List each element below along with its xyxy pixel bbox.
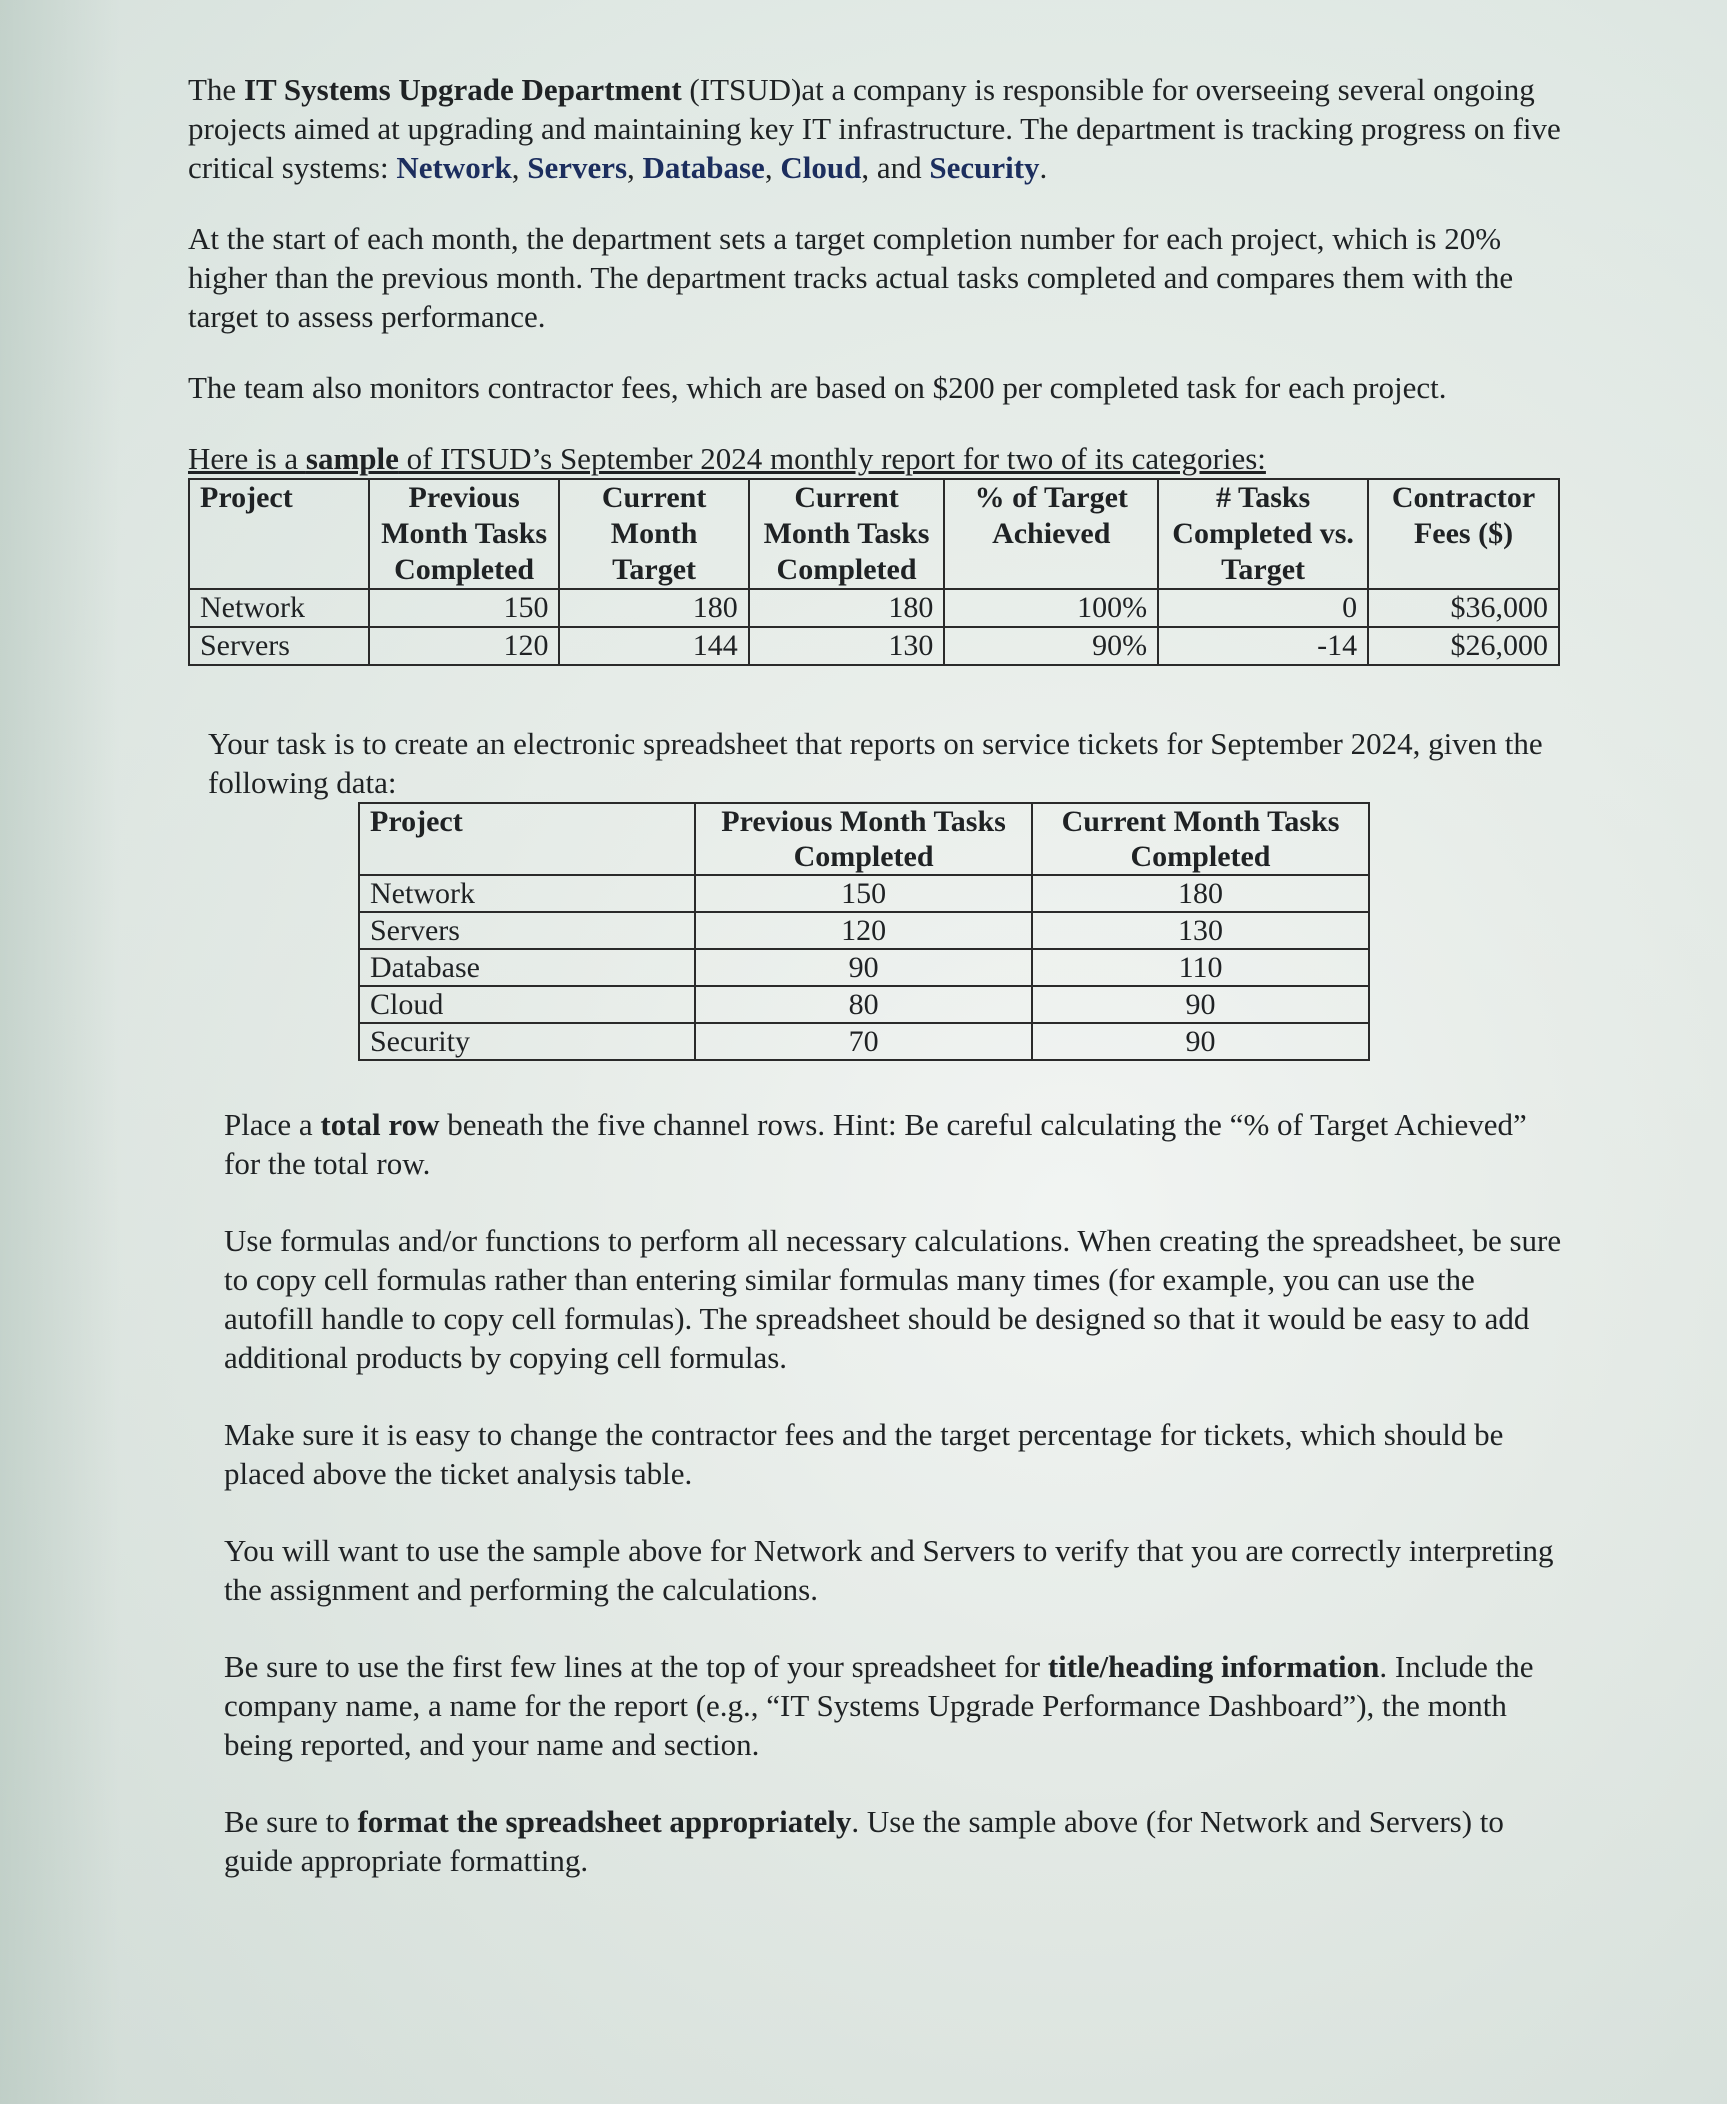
header-target: Current Month Target: [559, 479, 748, 589]
system-servers: Servers: [527, 150, 628, 185]
sample-header-row: [189, 479, 1559, 589]
table-row: Cloud 80 90: [359, 986, 1369, 1023]
system-cloud: Cloud: [780, 150, 862, 185]
sample-report-table: [188, 478, 1560, 666]
header-project: Project: [189, 479, 369, 589]
header-prev-tasks: Previous Month Tasks Completed: [369, 479, 560, 589]
instruction-verify: You will want to use the sample above for Network and Servers to verify that you are correctly interpreting the assignment and performing the calculations.: [224, 1533, 1554, 1607]
instruction-total-row: Place a total row beneath the five channel rows. Hint: Be careful calculating the “% of Target Achieved” for the total row.: [224, 1107, 1527, 1181]
table-row: Servers 120 144 130 90% -14 $26,000: [189, 627, 1559, 665]
header-pct-achieved: % of Target Achieved: [944, 479, 1158, 589]
header-current-tasks: Current Month Tasks Completed: [749, 479, 945, 589]
data-header-project: Project: [359, 803, 695, 875]
table-row: Security 70 90: [359, 1023, 1369, 1060]
document-content: [188, 70, 1568, 1918]
table-row: Servers 120 130: [359, 912, 1369, 949]
header-contractor-fees: Contractor Fees ($): [1368, 479, 1559, 589]
target-paragraph: At the start of each month, the department sets a target completion number for each project, which is 20% higher than the previous month. The department tracks actual tasks completed and compares them with the target to assess performance.: [188, 221, 1514, 334]
system-database: Database: [642, 150, 765, 185]
system-network: Network: [396, 150, 512, 185]
data-header-current: Current Month Tasks Completed: [1032, 803, 1369, 875]
instruction-inputs: Make sure it is easy to change the contractor fees and the target percentage for tickets, which should be placed above the ticket analysis table.: [224, 1417, 1504, 1491]
system-security: Security: [929, 150, 1040, 185]
page-shadow: [0, 0, 120, 2104]
fees-paragraph: The team also monitors contractor fees, which are based on $200 per completed task for each project.: [188, 370, 1447, 405]
task-paragraph: Your task is to create an electronic spreadsheet that reports on service tickets for September 2024, given the following data:: [208, 726, 1543, 800]
table-row: Database 90 110: [359, 949, 1369, 986]
data-header-prev: Previous Month Tasks Completed: [695, 803, 1032, 875]
intro-paragraph: The IT Systems Upgrade Department (ITSUD)at a company is responsible for overseeing several ongoing projects aimed at upgrading and maintaining key IT infrastructure. The department is tracking progress on five critical systems: Network, Servers, Database, Cloud, and Security.: [188, 72, 1561, 185]
instructions: [224, 1105, 1564, 1880]
table-row: Network 150 180: [359, 875, 1369, 912]
instruction-format: Be sure to format the spreadsheet appropriately. Use the sample above (for Network and Servers) to guide appropriate formatting.: [224, 1804, 1504, 1878]
september-data-table: [358, 802, 1370, 1061]
instruction-formulas: Use formulas and/or functions to perform all necessary calculations. When creating the spreadsheet, be sure to copy cell formulas rather than entering similar formulas many times (for example, you can use the autofill handle to copy cell formulas). The spreadsheet should be designed so that it would be easy to add additional products by copying cell formulas.: [224, 1223, 1562, 1375]
table-row: Network 150 180 180 100% 0 $36,000: [189, 589, 1559, 627]
instruction-heading: Be sure to use the first few lines at the top of your spreadsheet for title/heading information. Include the company name, a name for the report (e.g., “IT Systems Upgrade Performance Dashboard”), the month being reported, and your name and section.: [224, 1649, 1534, 1762]
data-header-row: [359, 803, 1369, 875]
sample-caption: Here is a sample of ITSUD’s September 2024 monthly report for two of its categories:: [188, 441, 1266, 476]
dept-name: IT Systems Upgrade Department: [243, 72, 682, 107]
header-vs-target: # Tasks Completed vs. Target: [1158, 479, 1368, 589]
